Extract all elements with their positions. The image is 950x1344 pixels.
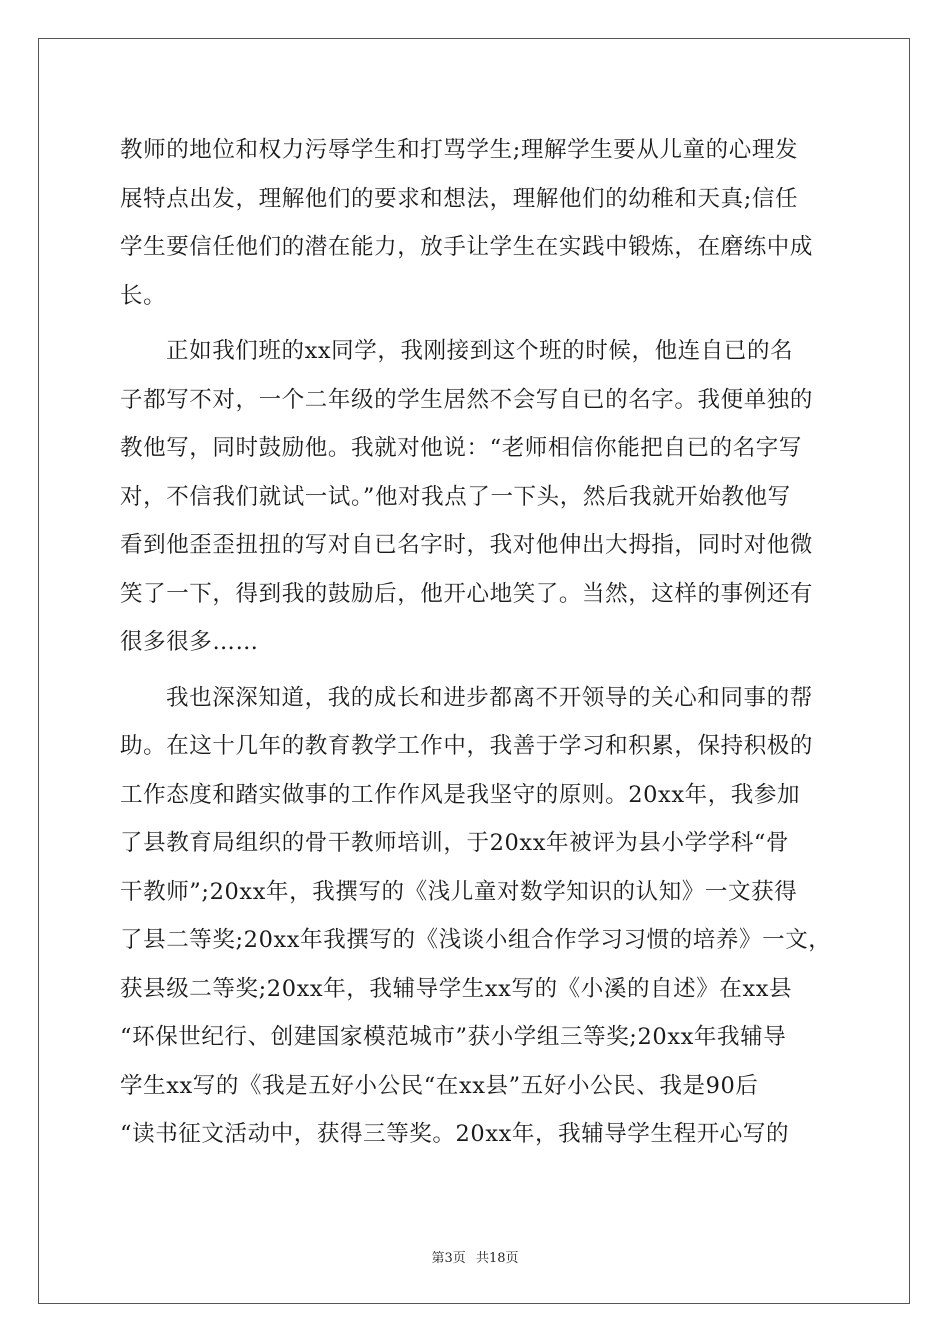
paragraph-spacer bbox=[120, 667, 835, 674]
text-line: 学生xx写的《我是五好小公民“在xx县”五好小公民、我是90后 bbox=[120, 1072, 759, 1099]
paragraph bbox=[120, 126, 835, 320]
page-number: 第3页 bbox=[431, 1251, 466, 1266]
text-line: 很多很多…… bbox=[120, 629, 259, 655]
text-line: 看到他歪歪扭扭的写对自已名字时，我对他伸出大拇指，同时对他微 bbox=[120, 532, 814, 558]
paragraph bbox=[120, 674, 835, 1159]
text-line: 了县二等奖;20xx年我撰写的《浅谈小组合作学习习惯的培养》一文， bbox=[120, 927, 832, 953]
text-line: 长。 bbox=[120, 282, 167, 309]
paragraph-spacer bbox=[120, 320, 835, 327]
text-line: 对，不信我们就试一试。”他对我点了一下头，然后我就开始教他写 bbox=[120, 483, 791, 510]
text-line: 教他写，同时鼓励他。我就对他说：“老师相信你能把自已的名字写 bbox=[120, 435, 803, 461]
text-line: 学生要信任他们的潜在能力，放手让学生在实践中锻炼，在磨练中成 bbox=[120, 234, 814, 260]
text-line: 获县级二等奖;20xx年，我辅导学生xx写的《小溪的自述》在xx县 bbox=[120, 975, 793, 1002]
document-body bbox=[120, 126, 835, 1159]
text-line: “读书征文活动中，获得三等奖。20xx年，我辅导学生程开心写的 bbox=[120, 1121, 790, 1147]
text-line: “环保世纪行、创建国家模范城市”获小学组三等奖;20xx年我辅导 bbox=[120, 1024, 787, 1050]
text-line: 工作态度和踏实做事的工作作风是我坚守的原则。20xx年，我参加 bbox=[120, 781, 801, 808]
text-line: 助。在这十几年的教育教学工作中，我善于学习和积累，保持积极的 bbox=[120, 733, 814, 759]
page-total: 共18页 bbox=[475, 1251, 519, 1266]
paragraph bbox=[120, 327, 835, 667]
text-line: 子都写不对，一个二年级的学生居然不会写自已的名字。我便单独的 bbox=[120, 386, 814, 413]
text-line: 我也深深知道，我的成长和进步都离不开领导的关心和同事的帮 bbox=[166, 684, 813, 711]
text-line: 干教师”;20xx年，我撰写的《浅儿童对数学知识的认知》一文获得 bbox=[120, 878, 798, 905]
text-line: 教师的地位和权力污辱学生和打骂学生;理解学生要从儿童的心理发 bbox=[120, 137, 799, 163]
text-line: 笑了一下，得到我的鼓励后，他开心地笑了。当然，这样的事例还有 bbox=[120, 580, 814, 607]
text-line: 了县教育局组织的骨干教师培训，于20xx年被评为县小学学科“骨 bbox=[120, 830, 790, 856]
text-line: 展特点出发，理解他们的要求和想法，理解他们的幼稚和天真;信任 bbox=[120, 185, 799, 212]
page-footer bbox=[0, 1247, 950, 1266]
text-line: 正如我们班的xx同学，我刚接到这个班的时候，他连自已的名 bbox=[166, 338, 794, 364]
